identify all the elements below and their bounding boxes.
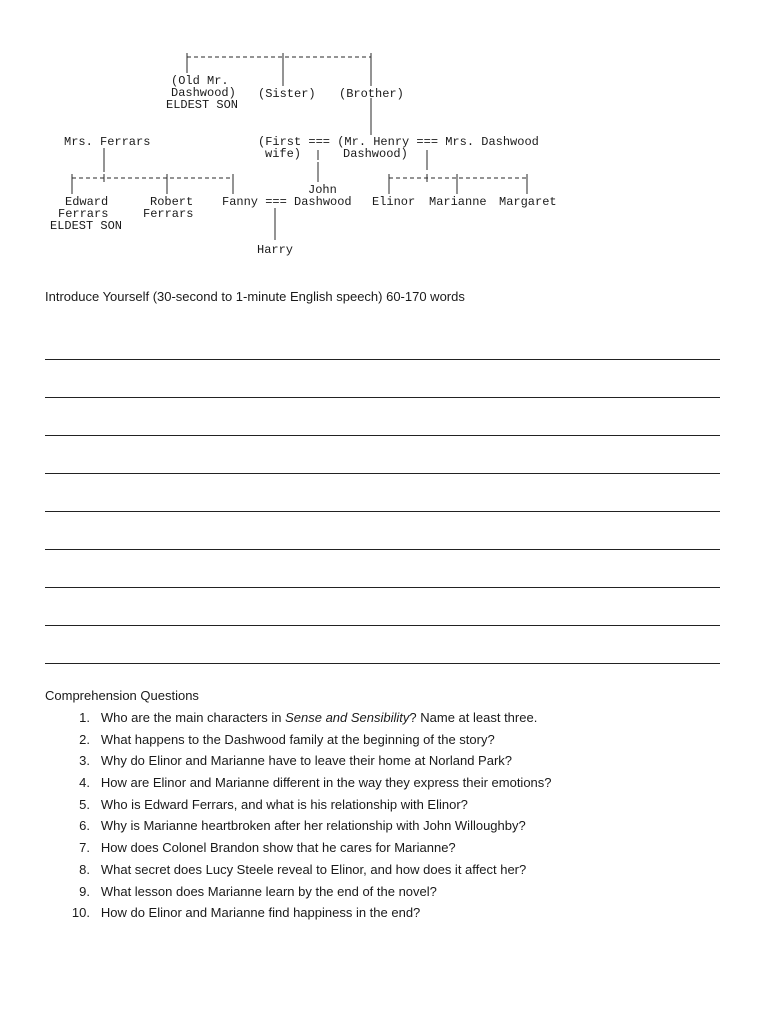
question-number: 5. <box>79 796 90 812</box>
old-mr-dashwood-label-1: (Old Mr. <box>171 74 229 88</box>
question-text: Who is Edward Ferrars, and what is his relationship with Elinor? <box>100 796 468 812</box>
sister-label: (Sister) <box>258 87 316 101</box>
writing-line[interactable] <box>45 435 720 436</box>
writing-line[interactable] <box>45 397 720 398</box>
john-label: John <box>308 183 337 197</box>
question-item <box>64 797 552 819</box>
first-wife-henry-line: (First === (Mr. Henry === Mrs. Dashwood <box>258 135 539 149</box>
question-number: 7. <box>79 840 90 856</box>
question-text: Why do Elinor and Marianne have to leave their home at Norland Park? <box>100 753 513 769</box>
brother-label: (Brother) <box>339 87 404 101</box>
question-item <box>64 753 552 775</box>
writing-line[interactable] <box>45 511 720 512</box>
margaret-label: Margaret <box>499 195 557 209</box>
question-item <box>64 710 552 732</box>
question-text: What happens to the Dashwood family at the beginning of the story? <box>100 731 495 747</box>
question-text: How does Colonel Brandon show that he cares for Marianne? <box>100 840 456 856</box>
question-number: 1. <box>79 710 90 725</box>
question-number: 9. <box>79 883 90 899</box>
writing-line[interactable] <box>45 359 720 360</box>
robert-label-1: Robert <box>150 195 194 209</box>
book-title-italic: Sense and Sensibility <box>285 710 410 725</box>
question-item <box>64 818 552 840</box>
old-mr-dashwood-label-2: Dashwood) <box>171 86 236 100</box>
harry-label: Harry <box>257 243 294 257</box>
elinor-label: Elinor <box>372 195 416 209</box>
writing-line[interactable] <box>45 587 720 588</box>
question-number: 2. <box>79 731 90 747</box>
question-item <box>64 905 552 927</box>
question-item <box>64 840 552 862</box>
question-text: Why is Marianne heartbroken after her relationship with John Willoughby? <box>100 818 526 834</box>
question-number: 6. <box>79 818 90 834</box>
question-number: 10. <box>71 905 90 921</box>
writing-line[interactable] <box>45 473 720 474</box>
question-number: 3. <box>79 753 90 769</box>
marianne-label: Marianne <box>429 195 487 209</box>
family-tree-diagram <box>0 0 768 270</box>
question-text: How do Elinor and Marianne find happiness in the end? <box>100 905 421 921</box>
mrs-ferrars-label: Mrs. Ferrars <box>64 135 151 149</box>
comprehension-question-list <box>64 710 552 927</box>
writing-line[interactable] <box>45 625 720 626</box>
question-number: 8. <box>79 861 90 877</box>
intro-prompt: Introduce Yourself (30-second to 1-minute English speech) 60-170 words <box>45 289 465 304</box>
question-text-pre: Who are the main characters in <box>100 710 286 725</box>
writing-line[interactable] <box>45 663 720 664</box>
question-text <box>101 710 537 732</box>
mr-henry-dashwood-label: Dashwood) <box>343 147 408 161</box>
question-item <box>64 884 552 906</box>
question-text: What lesson does Marianne learn by the end of the novel? <box>100 883 437 899</box>
writing-lines <box>45 359 720 701</box>
old-mr-dashwood-label-3: ELDEST SON <box>166 98 239 112</box>
edward-label-2: Ferrars <box>58 207 109 221</box>
edward-label-1: Edward <box>65 195 109 209</box>
comprehension-heading: Comprehension Questions <box>45 688 199 703</box>
question-text: What secret does Lucy Steele reveal to Elinor, and how does it affect her? <box>100 861 527 877</box>
edward-label-3: ELDEST SON <box>50 219 123 233</box>
question-text-post: ? Name at least three. <box>409 710 538 725</box>
writing-line[interactable] <box>45 549 720 550</box>
fanny-john-dashwood-label: Fanny === Dashwood <box>222 195 352 209</box>
robert-label-2: Ferrars <box>143 207 194 221</box>
question-text: How are Elinor and Marianne different in the way they express their emotions? <box>100 775 552 791</box>
first-wife-label: wife) <box>265 147 302 161</box>
question-item <box>64 732 552 754</box>
question-item <box>64 862 552 884</box>
question-number: 4. <box>79 775 90 791</box>
question-item <box>64 775 552 797</box>
